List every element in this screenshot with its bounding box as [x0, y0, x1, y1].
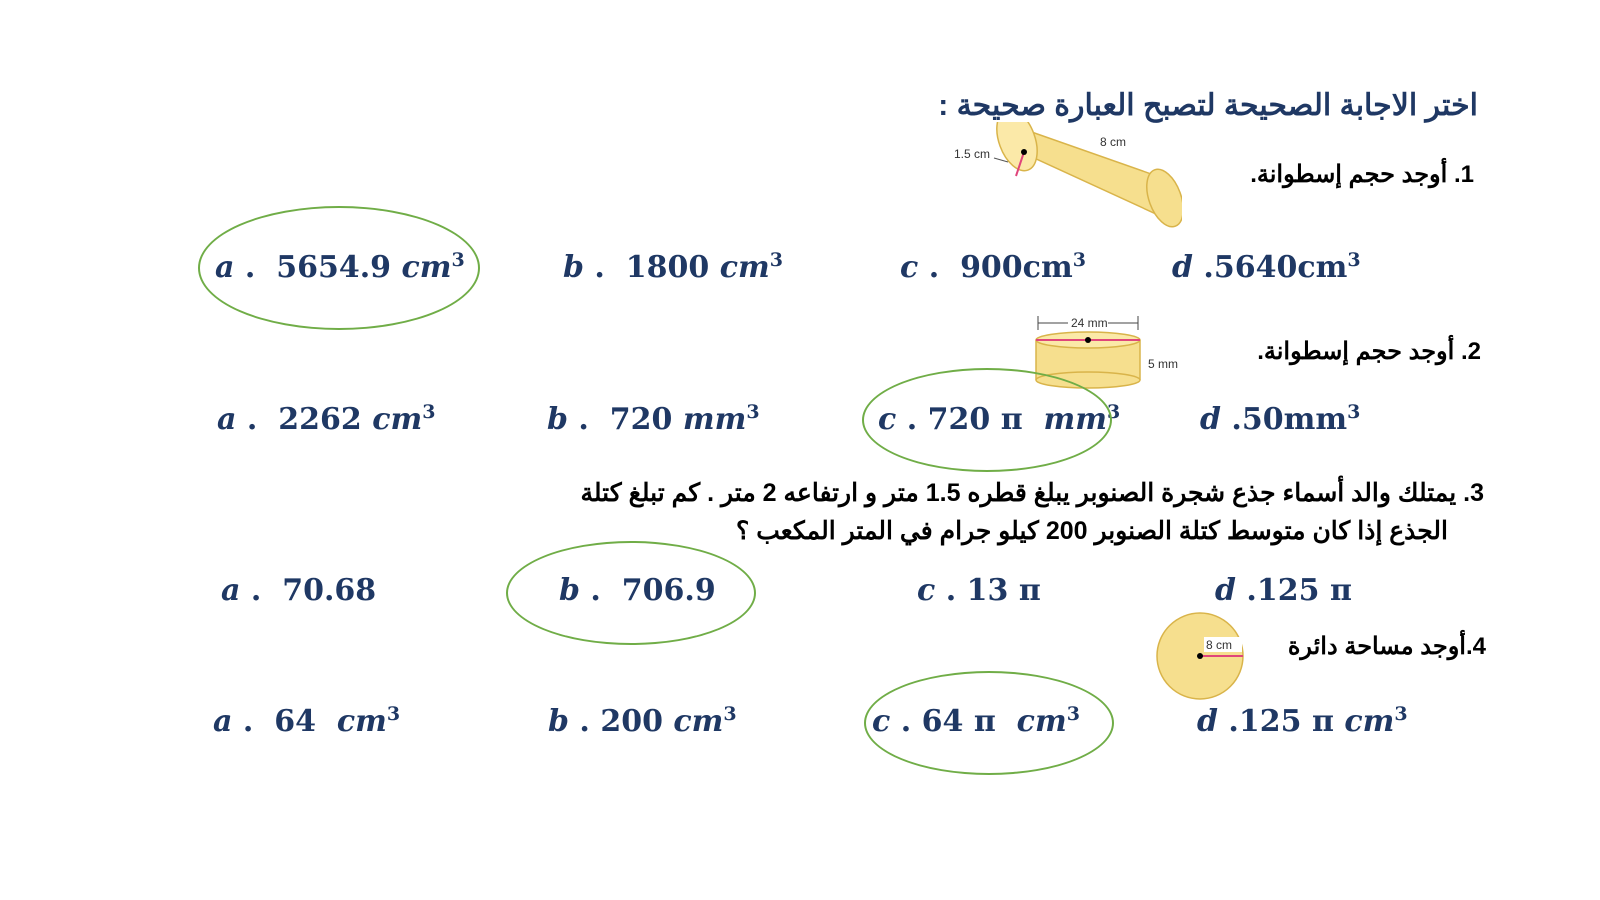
diameter-label-2: 24 mm	[1071, 316, 1108, 330]
option-value: 1800	[625, 250, 710, 285]
option-4a[interactable]: a . 64 $cm^3$	[213, 703, 401, 739]
selected-answer-circle-1	[198, 206, 480, 330]
option-unit: cm	[673, 704, 724, 739]
option-letter: c	[900, 250, 919, 285]
option-letter: b	[563, 250, 584, 285]
option-letter: a	[217, 402, 237, 437]
option-value: 70.68	[282, 573, 377, 608]
option-2a[interactable]: a . 2262 $cm^3$	[217, 401, 436, 437]
option-3d[interactable]: d .125 π	[1215, 573, 1352, 608]
option-letter: c	[917, 573, 936, 608]
selected-answer-circle-2	[862, 368, 1112, 472]
option-value: 50mm	[1241, 402, 1348, 437]
option-2c[interactable]: c . 720 π $mm^3$	[878, 401, 1121, 437]
option-exponent: 3	[1394, 703, 1408, 725]
option-letter: d	[1172, 250, 1193, 285]
circle-figure-4	[1154, 610, 1248, 702]
option-exponent: 3	[1347, 401, 1361, 423]
length-label-1: 8 cm	[1100, 135, 1127, 149]
option-value: 13 π	[966, 573, 1041, 608]
option-letter: a	[215, 250, 235, 285]
option-4c[interactable]: c . 64 π $cm^3$	[872, 703, 1080, 739]
option-unit: mm	[1043, 402, 1108, 437]
radius-label-4: 8 cm	[1206, 638, 1233, 652]
cylinder-figure-1	[948, 122, 1182, 234]
question-3-line-2: الجذع إذا كان متوسط كتلة الصنوبر 200 كيلو جرام في المتر المكعب ؟	[736, 517, 1448, 545]
option-1d[interactable]: d $.5640cm^3$	[1172, 249, 1361, 285]
option-4d[interactable]: d .125 π $cm^3$	[1197, 703, 1408, 739]
option-letter: c	[872, 704, 891, 739]
page-title: اختر الاجابة الصحيحة لتصبح العبارة صحيحة :	[938, 89, 1478, 122]
question-3-text	[474, 474, 1484, 550]
option-value: 900cm	[960, 250, 1073, 285]
option-value: 720	[609, 402, 673, 437]
option-letter: d	[1200, 402, 1221, 437]
option-exponent: 3	[386, 703, 401, 725]
option-letter: a	[221, 573, 241, 608]
option-unit: mm	[682, 402, 747, 437]
option-value: 2262	[278, 402, 362, 437]
option-exponent: 3	[1347, 249, 1361, 271]
option-3b[interactable]: b . 706.9	[559, 573, 716, 608]
question-4-text: 4.أوجد مساحة دائرة	[1287, 633, 1486, 660]
option-exponent: 3	[451, 249, 465, 271]
option-letter: c	[878, 402, 897, 437]
selected-answer-circle-3	[506, 541, 756, 645]
option-2b[interactable]: b . 720 $mm^3$	[547, 401, 760, 437]
option-exponent: 3	[1066, 703, 1080, 725]
option-unit: cm	[1016, 704, 1067, 739]
selected-answer-circle-4	[864, 671, 1114, 775]
question-2-text: 2. أوجد حجم إسطوانة.	[1257, 338, 1481, 365]
option-exponent: 3	[769, 249, 783, 271]
option-letter: b	[548, 704, 569, 739]
option-unit: cm	[372, 402, 423, 437]
height-label-2: 5 mm	[1148, 357, 1178, 371]
option-value: 706.9	[621, 573, 716, 608]
option-unit: cm	[336, 704, 387, 739]
option-1b[interactable]: b . 1800 $cm^3$	[563, 249, 783, 285]
option-unit: cm	[1344, 704, 1395, 739]
radius-label-1: 1.5 cm	[954, 147, 991, 161]
option-letter: a	[213, 704, 233, 739]
option-value: 64	[274, 704, 316, 739]
option-4b[interactable]: b . 200 $cm^3$	[548, 703, 737, 739]
question-1-text: 1. أوجد حجم إسطوانة.	[1250, 161, 1474, 188]
option-1c[interactable]: c . $900cm^3$	[900, 249, 1086, 285]
option-1a[interactable]: a . 5654.9 $cm^3$	[215, 249, 465, 285]
option-exponent: 3	[1107, 401, 1121, 423]
option-value: 200	[600, 704, 663, 739]
option-3a[interactable]: a . 70.68	[221, 573, 377, 608]
option-value: 125 π	[1238, 704, 1334, 739]
option-letter: d	[1197, 704, 1218, 739]
option-value: 64 π	[921, 704, 996, 739]
option-letter: b	[559, 573, 580, 608]
option-value: 125 π	[1256, 573, 1352, 608]
question-3-line-1: 3. يمتلك والد أسماء جذع شجرة الصنوبر يبلغ قطره 1.5 متر و ارتفاعه 2 متر . كم تبلغ كتلة	[580, 479, 1484, 507]
option-value: 720 π	[927, 402, 1023, 437]
option-exponent: 3	[723, 703, 737, 725]
option-unit: cm	[401, 250, 452, 285]
option-exponent: 3	[1072, 249, 1086, 271]
option-letter: b	[547, 402, 568, 437]
option-exponent: 3	[746, 401, 760, 423]
option-3c[interactable]: c . 13 π	[917, 573, 1041, 608]
option-2d[interactable]: d $.50mm^3$	[1200, 401, 1361, 437]
option-value: 5640cm	[1213, 250, 1348, 285]
option-unit: cm	[719, 250, 770, 285]
option-value: 5654.9	[276, 250, 392, 285]
option-letter: d	[1215, 573, 1236, 608]
option-exponent: 3	[422, 401, 436, 423]
